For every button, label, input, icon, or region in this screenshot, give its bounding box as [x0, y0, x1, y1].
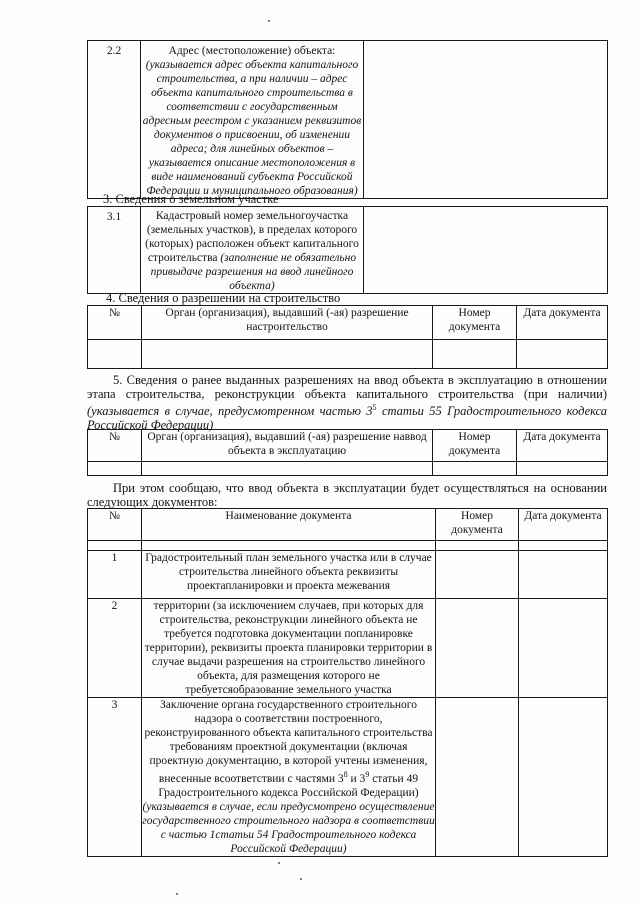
address-label-cell [141, 41, 364, 199]
superscript: 9 [365, 770, 370, 779]
empty-cell[interactable] [517, 462, 608, 476]
cadastral-label: Кадастровый номер земельногоучастка (земельных участков), в пределах которого (которых) расположен объект капитального строительства [145, 210, 359, 264]
col-header-doc-date: Дата документа [519, 509, 608, 541]
table-row [88, 698, 608, 857]
scan-speck [300, 878, 302, 880]
document-name-text: статьи 49 Градостроительного кодекса Российской Федерации) [158, 772, 419, 799]
documents-intro: При этом сообщаю, что ввод объекта в эксплуатации будет осуществляться на основании следующих документов: [87, 481, 607, 509]
doc-number-cell[interactable] [436, 551, 519, 599]
empty-cell[interactable] [142, 462, 433, 476]
superscript: 8 [343, 770, 348, 779]
row-number [88, 41, 141, 199]
building-permit-table [87, 305, 608, 369]
row-number: 2 [88, 599, 142, 698]
cadastral-note: (заполнение не обязательно привыдаче разрешения на ввод линейного объекта) [150, 252, 357, 292]
scan-speck [268, 20, 270, 22]
section-5-paragraph [87, 373, 607, 432]
documents-table [87, 508, 608, 857]
address-value-cell[interactable] [364, 41, 608, 199]
cadastral-label-cell [141, 207, 364, 294]
doc-date-cell[interactable] [519, 698, 608, 857]
doc-number-cell[interactable] [436, 698, 519, 857]
document-name-note: (указывается в случае, если предусмотрено осуществление государственного строительного надзора в соответствии с частью 1статьи 54 Градостроительного кодекса Российской Федерации) [142, 800, 435, 855]
empty-cell[interactable] [88, 462, 142, 476]
land-plot-table [87, 206, 608, 294]
col-header-doc-number: Номер документа [433, 430, 517, 462]
row-number: 1 [88, 551, 142, 599]
section-5-note: (указывается в случае, предусмотренном частью 3 [87, 404, 373, 419]
section-5-text: 5. Сведения о ранее выданных разрешениях на ввод объекта в эксплуатацию в отношении этапа строительства, реконструкции объекта капитального строительства (при наличии) [87, 373, 607, 401]
col-header-doc-number: Номер документа [436, 509, 519, 541]
scan-speck [278, 862, 280, 864]
col-header-doc-date: Дата документа [517, 306, 608, 340]
row-number-text: 2.2 [106, 45, 122, 57]
cadastral-value-cell[interactable] [364, 207, 608, 294]
row-number-text: 3.1 [106, 211, 122, 223]
doc-date-cell[interactable] [519, 551, 608, 599]
scan-speck [176, 893, 178, 895]
empty-cell[interactable] [433, 340, 517, 369]
previous-permits-table [87, 429, 608, 476]
section-4-title: 4. Сведения о разрешении на строительство [106, 291, 341, 305]
table-row [88, 599, 608, 698]
doc-date-cell[interactable] [519, 599, 608, 698]
section-5-superscript: 5 [372, 403, 377, 412]
section-5-note-end: статьи 55 Градостроительного кодекса Российской Федерации) [87, 404, 607, 433]
empty-cell[interactable] [517, 340, 608, 369]
col-header-number: № [88, 509, 142, 541]
col-header-number: № [88, 430, 142, 462]
col-header-doc-number: Номер документа [433, 306, 517, 340]
doc-number-cell[interactable] [436, 599, 519, 698]
empty-cell[interactable] [142, 340, 433, 369]
col-header-doc-name: Наименование документа [142, 509, 436, 541]
spacer-cell [142, 541, 436, 551]
table-row [88, 551, 608, 599]
address-note: (указывается адрес объекта капитального строительства, а при наличии – адрес объекта капитального строительства в соответствии с государственным адресным реестром с указанием реквизитов документов о присвоении, об изменении адреса; для линейных объектов – указывается описание местоположения в виде наименований субъекта Российской Федерации и муниципального образования) [142, 59, 362, 197]
spacer-cell [88, 541, 142, 551]
document-name-text: и 3 [347, 772, 366, 785]
document-name [142, 698, 436, 857]
document-name-text: Заключение органа государственного строительного надзора о соответствии построенного, реконструированного объекта капитального строительства требованиям проектной документации (включая проектную документацию, в которой учтены изменения, внесенные всоответствии с частями 3 [144, 699, 433, 785]
document-name: Градостроительный план земельного участка или в случае строительства линейного объекта реквизиты проектапланировки и проекта межевания [142, 551, 436, 599]
spacer-cell [436, 541, 519, 551]
document-name: территории (за исключением случаев, при которых для строительства, реконструкции линейного объекта не требуется подготовка документации попланировке территории), реквизиты проекта планировки территории в случае выдачи разрешения на строительство линейного объекта, для размещения которого не требуетсяобразование земельного участка [142, 599, 436, 698]
col-header-authority: Орган (организация), выдавший (-ая) разрешение настроительство [142, 306, 433, 340]
col-header-authority: Орган (организация), выдавший (-ая) разрешение наввод объекта в эксплуатацию [142, 430, 433, 462]
col-header-number: № [88, 306, 142, 340]
empty-cell[interactable] [433, 462, 517, 476]
row-number: 3 [88, 698, 142, 857]
address-label: Адрес (местоположение) объекта: [168, 45, 336, 57]
empty-cell[interactable] [88, 340, 142, 369]
address-table [87, 40, 608, 199]
spacer-cell [519, 541, 608, 551]
row-number [88, 207, 141, 294]
section-3-title: 3. Сведения о земельном участке [103, 192, 279, 206]
col-header-doc-date: Дата документа [517, 430, 608, 462]
